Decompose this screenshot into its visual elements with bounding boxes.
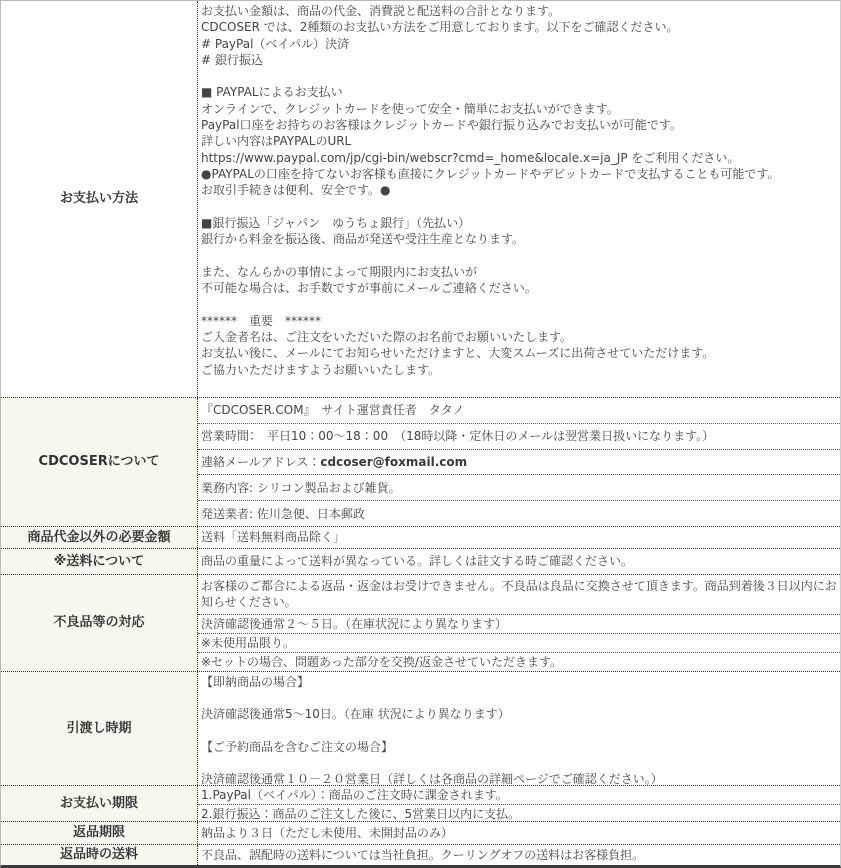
row-about-cdcoser (1, 397, 840, 526)
table-subrow: お客様のご都合による返品・返金はお受けできません。不良品は良品に交換させて頂きます。商品到着後３日以内にお知らせください。 (201, 579, 837, 609)
table-subrow: 1.PayPal（ベイパル）：商品のご注文時に課金されます。 (201, 788, 508, 802)
table-subrow: ※セットの場合、問題あった部分を交換/返金させていただきます。 (198, 652, 840, 671)
row-header-return-shipping: 返品時の送料 (1, 845, 198, 865)
text-line: https://www.paypal.com/jp/cgi-bin/webscr?cmd=_home&locale.x=ja_JP をご利用ください。 (201, 150, 740, 165)
row-return-deadline (1, 821, 840, 844)
table-subrow: 2.銀行振込：商品のご注文した後に、5営業日以内に支払。 (198, 804, 840, 821)
blank-line (201, 68, 836, 84)
text-line: 決済確認後通常１０－２０営業日（詳しくは各商品の詳細ページでご確認ください。） (201, 772, 663, 785)
text-line: ●PAYPALの口座を持てないお客様も直接にクレジットカードやデビットカードで支払することも可能です。 (201, 166, 780, 181)
table-subrow: 業務内容: シリコン製品および雑貨。 (198, 474, 840, 500)
text-line: ****** 重要 ****** (201, 313, 322, 328)
table-subrow: 営業時間： 平日10：00～18：00 （18時以降・定休日のメールは翌営業日扱いになります。） (198, 423, 840, 449)
text-lines (198, 822, 840, 844)
table-subrow: ※未使用品限り。 (198, 633, 840, 652)
text-line: 詳しい内容はPAYPALのURL (201, 134, 352, 149)
text-line: オンラインで、クレジットカードを使って安全・簡単にお支払いができます。 (201, 101, 619, 116)
row-content-return-shipping (198, 845, 840, 865)
table-subrow: 発送業者: 佐川急便、日本郵政 (198, 500, 840, 526)
text-line: お支払い後に、メールにてお知らせいただけますと、大変スムーズに出荷させていただけます。 (201, 346, 715, 361)
table-subrow (198, 449, 840, 475)
row-header-return-deadline: 返品期限 (1, 822, 198, 844)
blank-line (201, 690, 836, 706)
text-line: 【即納商品の場合】 (201, 675, 310, 689)
text-line: ■銀行振込「ジャパン ゆうちょ銀行」（先払い） (201, 215, 471, 230)
blank-line (201, 247, 836, 263)
text-line: 不良品、誤配時の送料については当社負担。クーリングオフの送料はお客様負担。 (201, 847, 645, 862)
text-line: PayPal口座をお持ちのお客様はクレジットカードや銀行振り込みでお支払いが可能です。 (201, 118, 682, 133)
row-header-about-cdcoser: CDCOSERについて (1, 398, 198, 526)
row-content-payment-deadline (198, 786, 840, 821)
row-content-delivery-time (198, 672, 840, 785)
row-return-shipping (1, 844, 840, 865)
row-content-extra-fees (198, 527, 840, 548)
text-line: お支払い金額は、商品の代金、消費説と配送料の合計となります。 (201, 4, 561, 18)
row-content-return-deadline (198, 822, 840, 844)
blank-line (201, 199, 836, 215)
row-payment-method (1, 1, 840, 397)
subrow-list (198, 575, 840, 671)
row-delivery-time (1, 671, 840, 785)
text-line: 商品の重量によって送料が異なっている。詳しくは註文する時ご確認ください。 (201, 554, 634, 569)
text-line: お取引手続きは便利、安全です。● (201, 183, 391, 198)
text-line: 決済確認後通常5～10日。（在庫 状況により異なります） (201, 707, 510, 722)
text-lines (198, 845, 840, 865)
row-header-shipping-note: ※送料について (1, 549, 198, 574)
row-header-payment-method: お支払い方法 (1, 1, 198, 397)
text-line: CDCOSER では、2種類のお支払い方法をご用意しております。以下をご確認ください。 (201, 20, 679, 35)
email-address: cdcoser@foxmail.com (320, 454, 468, 469)
subrow-list (198, 398, 840, 526)
blank-line (201, 755, 836, 771)
subrow-label: 連絡メールアドレス： (201, 454, 321, 469)
text-line: 不可能な場合は、お手数ですが事前にメールご連絡ください。 (201, 281, 537, 296)
text-lines (198, 527, 840, 548)
text-lines (198, 672, 840, 785)
text-line: 納品より３日（ただし未使用、未開封品のみ） (201, 825, 454, 840)
blank-line (201, 296, 836, 312)
row-extra-fees (1, 526, 840, 548)
subrow-list (198, 786, 840, 821)
table-subrow: 決済確認後通常２～５日。（在庫状況により異なります） (198, 614, 840, 633)
text-line: 送料「送料無料商品除く」 (201, 530, 346, 545)
text-line: また、なんらかの事情によって期限内にお支払いが (201, 264, 478, 279)
row-header-extra-fees: 商品代金以外の必要金額 (1, 527, 198, 548)
blank-line (201, 723, 836, 739)
text-line: 【ご予約商品を含むご注文の場合】 (201, 739, 394, 754)
text-line: ご協力いただけますようお願いいたします。 (201, 362, 441, 377)
row-content-shipping-note (198, 549, 840, 574)
row-content-payment-method (198, 1, 840, 397)
text-line: # PayPal（ベイパル）決済 (201, 36, 350, 51)
text-line: 銀行から料金を振込後、商品が発送や受注生産となります。 (201, 232, 525, 247)
row-content-about-cdcoser (198, 398, 840, 526)
text-lines (198, 1, 840, 397)
text-lines (198, 549, 840, 574)
row-header-defective-items: 不良品等の対応 (1, 575, 198, 671)
row-shipping-note (1, 548, 840, 574)
text-line: ■ PAYPALによるお支払い (201, 85, 343, 100)
row-defective-items (1, 574, 840, 671)
row-payment-deadline (1, 785, 840, 821)
table-subrow: 『CDCOSER.COM』 サイト運営責任者 タタノ (201, 403, 465, 418)
row-header-delivery-time: 引渡し時期 (1, 672, 198, 785)
row-header-payment-deadline: お支払い期限 (1, 786, 198, 821)
row-content-defective-items (198, 575, 840, 671)
text-line: # 銀行振込 (201, 52, 263, 67)
text-line: ご入金者名は、ご注文をいただいた際のお名前でお願いいたします。 (201, 329, 573, 344)
